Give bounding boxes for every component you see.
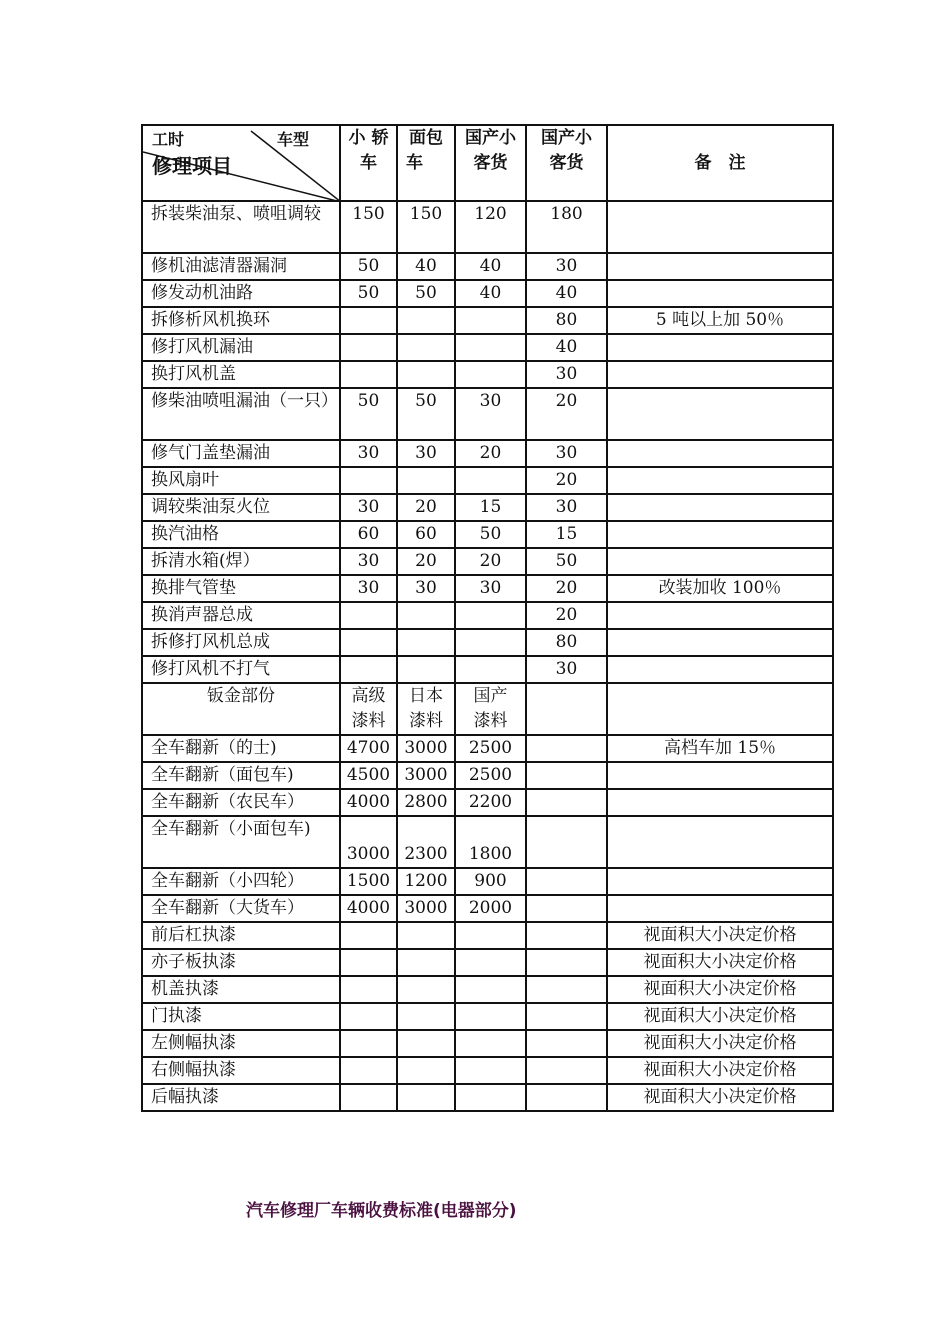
price-cell: 180: [526, 201, 607, 253]
price-cell: 2300: [397, 816, 455, 868]
header-dom-a-line1: 国产小: [465, 128, 516, 148]
table-row: [142, 629, 833, 656]
price-cell: [397, 1084, 455, 1111]
paint-japanese-line1: 日本: [409, 686, 443, 706]
price-cell: 2200: [455, 789, 526, 816]
price-cell: 40: [455, 253, 526, 280]
price-cell: 20: [455, 440, 526, 467]
price-cell: 50: [455, 521, 526, 548]
price-cell: 40: [397, 253, 455, 280]
repair-item: 拆清水箱(焊）: [142, 548, 340, 575]
price-cell: [397, 1003, 455, 1030]
price-cell: 20: [397, 494, 455, 521]
price-cell: 30: [526, 361, 607, 388]
note-cell: [607, 361, 833, 388]
price-cell: 20: [526, 388, 607, 440]
table-row: [142, 494, 833, 521]
paint-japanese: [397, 683, 455, 735]
table-row: [142, 440, 833, 467]
table-row: [142, 1057, 833, 1084]
table-row: [142, 602, 833, 629]
price-cell: 40: [455, 280, 526, 307]
repair-item: 拆修打风机总成: [142, 629, 340, 656]
table-row: [142, 388, 833, 440]
empty-cell: [526, 1084, 607, 1111]
empty-cell: [526, 1030, 607, 1057]
note-cell: 高档车加 15％: [607, 735, 833, 762]
table-row: [142, 922, 833, 949]
empty-cell: [526, 735, 607, 762]
sheet-metal-label: 钣金部份: [142, 683, 340, 735]
table-row: [142, 789, 833, 816]
price-cell: 50: [397, 388, 455, 440]
note-cell: [607, 521, 833, 548]
price-cell: [397, 949, 455, 976]
price-cell: 3000: [397, 895, 455, 922]
price-cell: 30: [526, 253, 607, 280]
price-cell: 3000: [340, 816, 397, 868]
price-cell: [397, 922, 455, 949]
price-cell: 1800: [455, 816, 526, 868]
note-cell: [607, 602, 833, 629]
price-cell: 2500: [455, 762, 526, 789]
empty-cell: [526, 1057, 607, 1084]
table-row: [142, 521, 833, 548]
table-row: [142, 1003, 833, 1030]
note-cell: [607, 789, 833, 816]
table-row: [142, 895, 833, 922]
repair-item: 拆装柴油泵、喷咀调较: [142, 201, 340, 253]
repair-item: 修发动机油路: [142, 280, 340, 307]
header-repair-item: 修理项目: [152, 154, 232, 178]
paint-item: 门执漆: [142, 1003, 340, 1030]
table-row: [142, 361, 833, 388]
note-cell: [607, 334, 833, 361]
note-cell: 视面积大小决定价格: [607, 1030, 833, 1057]
price-cell: [340, 922, 397, 949]
price-cell: 20: [526, 467, 607, 494]
price-cell: 2000: [455, 895, 526, 922]
header-dom-b-line1: 国产小: [541, 128, 592, 148]
header-van-line2: 车: [406, 153, 423, 173]
table-row: [142, 280, 833, 307]
paint-domestic-line2: 漆料: [473, 711, 508, 731]
note-cell: 视面积大小决定价格: [607, 1084, 833, 1111]
paint-item: 前后杠执漆: [142, 922, 340, 949]
paint-item: 左侧幅执漆: [142, 1030, 340, 1057]
price-table: [141, 124, 834, 1112]
price-cell: [340, 1030, 397, 1057]
paint-item: 后幅执漆: [142, 1084, 340, 1111]
price-cell: 2500: [455, 735, 526, 762]
price-cell: [397, 602, 455, 629]
price-cell: [455, 602, 526, 629]
paint-item: 机盖执漆: [142, 976, 340, 1003]
price-cell: 120: [455, 201, 526, 253]
header-domestic-pickup-a: [455, 125, 526, 201]
price-cell: 4000: [340, 895, 397, 922]
price-cell: [455, 307, 526, 334]
paint-item: 全车翻新（大货车）: [142, 895, 340, 922]
price-cell: 3000: [397, 762, 455, 789]
header-dom-a-line2: 客货: [473, 153, 508, 173]
note-cell: [607, 388, 833, 440]
paint-item: 全车翻新（面包车): [142, 762, 340, 789]
price-cell: 30: [526, 656, 607, 683]
note-cell: [607, 467, 833, 494]
table-row: [142, 548, 833, 575]
header-labor-hours: 工时: [152, 130, 185, 149]
note-cell: [607, 895, 833, 922]
paint-domestic-line1: 国产: [473, 686, 508, 706]
empty-cell: [526, 816, 607, 868]
price-cell: 20: [526, 575, 607, 602]
price-cell: [397, 656, 455, 683]
empty-cell: [526, 895, 607, 922]
price-cell: [340, 656, 397, 683]
paint-item: 右侧幅执漆: [142, 1057, 340, 1084]
price-cell: 1200: [397, 868, 455, 895]
price-cell: 80: [526, 629, 607, 656]
section-title: 汽车修理厂车辆收费标准(电器部分): [246, 1201, 517, 1221]
price-cell: 20: [455, 548, 526, 575]
price-cell: [397, 976, 455, 1003]
price-cell: [455, 1030, 526, 1057]
price-cell: 15: [455, 494, 526, 521]
price-cell: 50: [340, 388, 397, 440]
table-row: [142, 816, 833, 868]
empty-cell: [526, 922, 607, 949]
price-cell: 50: [397, 280, 455, 307]
empty-cell: [607, 683, 833, 735]
price-cell: [397, 467, 455, 494]
price-cell: 900: [455, 868, 526, 895]
note-cell: [607, 548, 833, 575]
note-cell: [607, 762, 833, 789]
table-row: [142, 307, 833, 334]
price-cell: 30: [397, 440, 455, 467]
table-row: [142, 253, 833, 280]
header-row: [142, 125, 833, 201]
note-cell: 视面积大小决定价格: [607, 976, 833, 1003]
price-cell: 4000: [340, 789, 397, 816]
note-cell: [607, 253, 833, 280]
paint-item: 全车翻新（小四轮）: [142, 868, 340, 895]
price-cell: 30: [340, 575, 397, 602]
header-van: [397, 125, 455, 201]
header-small-car-line2: 车: [360, 153, 377, 173]
repair-item: 修柴油喷咀漏油（一只）: [142, 388, 340, 440]
price-cell: [340, 1003, 397, 1030]
header-vehicle-type: 车型: [277, 130, 310, 149]
repair-item: 修打风机漏油: [142, 334, 340, 361]
price-cell: 20: [397, 548, 455, 575]
price-cell: 2800: [397, 789, 455, 816]
price-cell: [455, 922, 526, 949]
paint-item: 亦子板执漆: [142, 949, 340, 976]
note-cell: [607, 868, 833, 895]
empty-cell: [526, 1003, 607, 1030]
note-cell: [607, 440, 833, 467]
price-cell: 30: [340, 440, 397, 467]
price-cell: [397, 629, 455, 656]
note-cell: [607, 280, 833, 307]
price-cell: [455, 949, 526, 976]
price-cell: 20: [526, 602, 607, 629]
price-cell: [455, 1084, 526, 1111]
empty-cell: [526, 789, 607, 816]
price-cell: 40: [526, 334, 607, 361]
price-cell: [340, 361, 397, 388]
price-cell: 4500: [340, 762, 397, 789]
header-dom-b-line2: 客货: [549, 153, 584, 173]
empty-cell: [526, 949, 607, 976]
paint-high-grade: [340, 683, 397, 735]
empty-cell: [526, 683, 607, 735]
table-row: [142, 949, 833, 976]
price-cell: 50: [340, 253, 397, 280]
price-cell: [340, 602, 397, 629]
price-cell: [455, 361, 526, 388]
table-row: [142, 467, 833, 494]
note-cell: [607, 629, 833, 656]
repair-item: 换消声器总成: [142, 602, 340, 629]
price-cell: 4700: [340, 735, 397, 762]
note-cell: [607, 494, 833, 521]
price-cell: [455, 976, 526, 1003]
empty-cell: [526, 976, 607, 1003]
price-cell: 40: [526, 280, 607, 307]
note-cell: 视面积大小决定价格: [607, 922, 833, 949]
paint-high-grade-line2: 漆料: [351, 711, 386, 731]
sheet-metal-header-row: [142, 683, 833, 735]
price-cell: [455, 1057, 526, 1084]
note-cell: 5 吨以上加 50％: [607, 307, 833, 334]
price-cell: [455, 467, 526, 494]
price-cell: 60: [397, 521, 455, 548]
price-cell: [455, 629, 526, 656]
paint-item: 全车翻新（小面包车): [142, 816, 340, 868]
price-cell: 60: [340, 521, 397, 548]
header-note: 备 注: [607, 125, 833, 201]
note-cell: [607, 816, 833, 868]
paint-japanese-line2: 漆料: [409, 711, 443, 731]
price-cell: [340, 1084, 397, 1111]
price-cell: [455, 656, 526, 683]
repair-item: 修气门盖垫漏油: [142, 440, 340, 467]
note-cell: [607, 656, 833, 683]
table-row: [142, 656, 833, 683]
price-cell: [397, 1057, 455, 1084]
repair-item: 修机油滤清器漏洞: [142, 253, 340, 280]
price-cell: [340, 1057, 397, 1084]
price-cell: 30: [397, 575, 455, 602]
price-cell: [455, 1003, 526, 1030]
table-row: [142, 868, 833, 895]
note-cell: [607, 201, 833, 253]
table-row: [142, 762, 833, 789]
price-cell: [340, 629, 397, 656]
table-row: [142, 334, 833, 361]
price-cell: [397, 307, 455, 334]
price-cell: [340, 949, 397, 976]
header-small-car-line1: 小 轿: [348, 128, 389, 148]
note-cell: 视面积大小决定价格: [607, 1057, 833, 1084]
header-van-line1: 面包: [409, 128, 443, 148]
price-cell: [397, 361, 455, 388]
price-cell: 15: [526, 521, 607, 548]
price-cell: 30: [455, 575, 526, 602]
price-cell: 1500: [340, 868, 397, 895]
repair-item: 换风扇叶: [142, 467, 340, 494]
table-row: [142, 1084, 833, 1111]
price-cell: 50: [526, 548, 607, 575]
price-cell: 30: [455, 388, 526, 440]
header-domestic-pickup-b: [526, 125, 607, 201]
repair-item: 调较柴油泵火位: [142, 494, 340, 521]
table-row: [142, 201, 833, 253]
price-cell: 50: [340, 280, 397, 307]
note-cell: 改装加收 100％: [607, 575, 833, 602]
empty-cell: [526, 762, 607, 789]
empty-cell: [526, 868, 607, 895]
paint-item: 全车翻新（的士): [142, 735, 340, 762]
table-row: [142, 575, 833, 602]
price-cell: 80: [526, 307, 607, 334]
paint-domestic: [455, 683, 526, 735]
repair-item: 修打风机不打气: [142, 656, 340, 683]
note-cell: 视面积大小决定价格: [607, 949, 833, 976]
price-cell: [397, 334, 455, 361]
price-cell: 150: [397, 201, 455, 253]
price-cell: 30: [340, 494, 397, 521]
paint-high-grade-line1: 高级: [351, 686, 386, 706]
table-row: [142, 1030, 833, 1057]
repair-item: 拆修析风机换环: [142, 307, 340, 334]
price-cell: [340, 334, 397, 361]
repair-item: 换汽油格: [142, 521, 340, 548]
price-cell: [340, 467, 397, 494]
price-cell: 30: [340, 548, 397, 575]
note-cell: 视面积大小决定价格: [607, 1003, 833, 1030]
price-cell: [397, 1030, 455, 1057]
price-cell: 3000: [397, 735, 455, 762]
paint-item: 全车翻新（农民车）: [142, 789, 340, 816]
diagonal-header-cell: [142, 125, 340, 201]
header-small-car: [340, 125, 397, 201]
price-cell: 30: [526, 494, 607, 521]
repair-item: 换打风机盖: [142, 361, 340, 388]
table-row: [142, 976, 833, 1003]
table-row: [142, 735, 833, 762]
price-cell: 30: [526, 440, 607, 467]
price-cell: [340, 307, 397, 334]
price-cell: [455, 334, 526, 361]
repair-item: 换排气管垫: [142, 575, 340, 602]
price-cell: [340, 976, 397, 1003]
price-cell: 150: [340, 201, 397, 253]
